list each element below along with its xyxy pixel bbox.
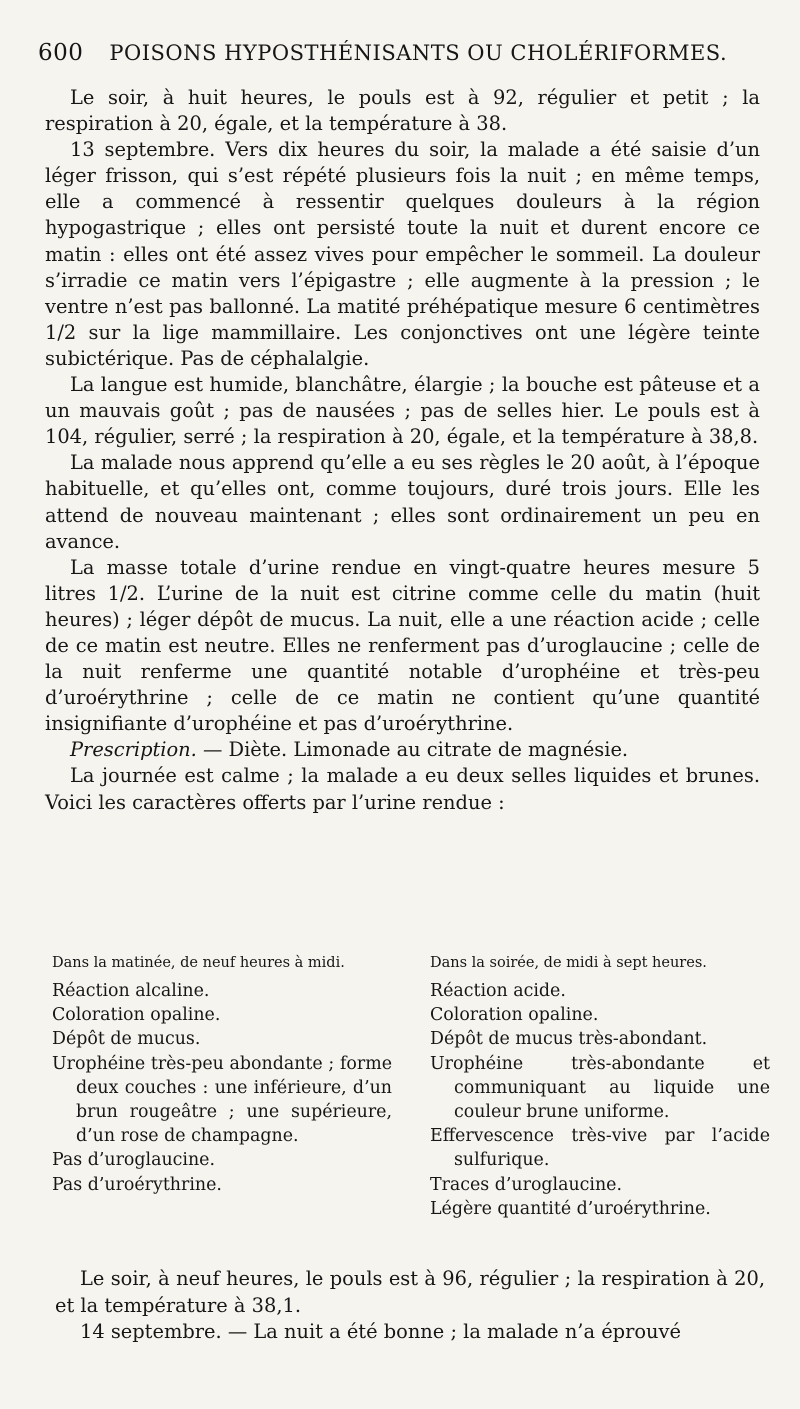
page-number: 600 — [38, 40, 84, 66]
list-item: Pas d’uroglaucine. — [52, 1150, 215, 1171]
list-item: Réaction acide. — [430, 981, 566, 1001]
prescription-text: — Diète. Limonade au citrate de magnésie. — [196, 738, 629, 762]
paragraph: 14 septembre. — La nuit a été bonne ; la malade n’a éprouvé — [80, 1320, 681, 1343]
paragraph: Le soir, à neuf heures, le pouls est à 96, régulier ; la respiration à 20, et la température à 38,1. — [55, 1267, 765, 1317]
left-column — [52, 955, 392, 1221]
closing-text — [55, 1266, 765, 1346]
paragraph: La journée est calme ; la malade a eu deux selles liquides et brunes. Voici les caractères offerts par l’urine rendue : — [45, 764, 760, 814]
list-item: Réaction alcaline. — [52, 981, 210, 1001]
right-column-list — [430, 979, 770, 1221]
list-item: Urophéine très-abondante et communiquant au liquide une couleur brune uniforme. — [430, 1053, 770, 1123]
paragraph: La masse totale d’urine rendue en vingt-quatre heures mesure 5 litres 1/2. L’urine de la nuit est citrine comme celle du matin (huit heures) ; léger dépôt de mucus. La nuit, elle a une réaction acide ; celle de ce matin est neutre. Elles ne renferment pas d’uroglaucine ; celle de la nuit renferme une quantité notable d’urophéine et très-peu d’uroérythrine ; celle de ce matin ne contient qu’une quantité insignifiante d’urophéine et pas d’uroérythrine. — [45, 555, 760, 736]
running-title: POISONS HYPOSTHÉNISANTS OU CHOLÉRIFORMES. — [109, 41, 728, 65]
paragraph: 13 septembre. Vers dix heures du soir, la malade a été saisie d’un léger frisson, qui s’est répété plusieurs fois la nuit ; en même temps, elle a commencé à ressentir quelques douleurs à la région hypogastrique ; elles ont persisté toute la nuit et durent encore ce matin : elles ont été assez vives pour empêcher le sommeil. La douleur s’irradie ce matin vers l’épigastre ; elle augmente à la pression ; le ventre n’est pas ballonné. La matité préhépatique mesure 6 centimètres 1/2 sur la lige mammillaire. Les conjonctives ont une légère teinte subictérique. Pas de céphalalgie. — [45, 138, 760, 370]
left-column-heading: Dans la matinée, de neuf heures à midi. — [52, 955, 345, 971]
urine-comparison — [52, 955, 770, 1221]
list-item: Coloration opaline. — [430, 1005, 599, 1026]
left-column-list — [52, 979, 392, 1197]
right-column-heading: Dans la soirée, de midi à sept heures. — [430, 955, 707, 971]
list-item: Coloration opaline. — [52, 1005, 221, 1026]
paragraph: La malade nous apprend qu’elle a eu ses règles le 20 août, à l’époque habituelle, et qu’elles ont, comme toujours, duré trois jours. Elle les attend de nouveau maintenant ; elles sont ordinairement un peu en avance. — [45, 451, 760, 553]
running-header — [38, 40, 768, 66]
list-item: Traces d’uroglaucine. — [430, 1174, 622, 1195]
list-item: Pas d’uroérythrine. — [52, 1174, 222, 1195]
prescription-paragraph — [45, 737, 760, 763]
prescription-label: Prescription. — [70, 738, 197, 762]
paragraph: La langue est humide, blanchâtre, élargie ; la bouche est pâteuse et a un mauvais goût ; pas de nausées ; pas de selles hier. Le pouls est à 104, régulier, serré ; la respiration à 20, égale, et la température à 38,8. — [45, 373, 760, 449]
list-item: Dépôt de mucus. — [52, 1029, 201, 1050]
list-item: Dépôt de mucus très-abondant. — [430, 1029, 708, 1050]
paragraph: Le soir, à huit heures, le pouls est à 92, régulier et petit ; la respiration à 20, égale, et la température à 38. — [45, 86, 760, 136]
body-text — [45, 85, 760, 816]
list-item: Urophéine très-peu abondante ; forme deux couches : une inférieure, d’un brun rougeâtre ; une supérieure, d’un rose de champagne. — [52, 1053, 392, 1147]
list-item: Légère quantité d’uroérythrine. — [430, 1198, 711, 1219]
list-item: Effervescence très-vive par l’acide sulfurique. — [430, 1126, 770, 1171]
right-column — [430, 955, 770, 1221]
